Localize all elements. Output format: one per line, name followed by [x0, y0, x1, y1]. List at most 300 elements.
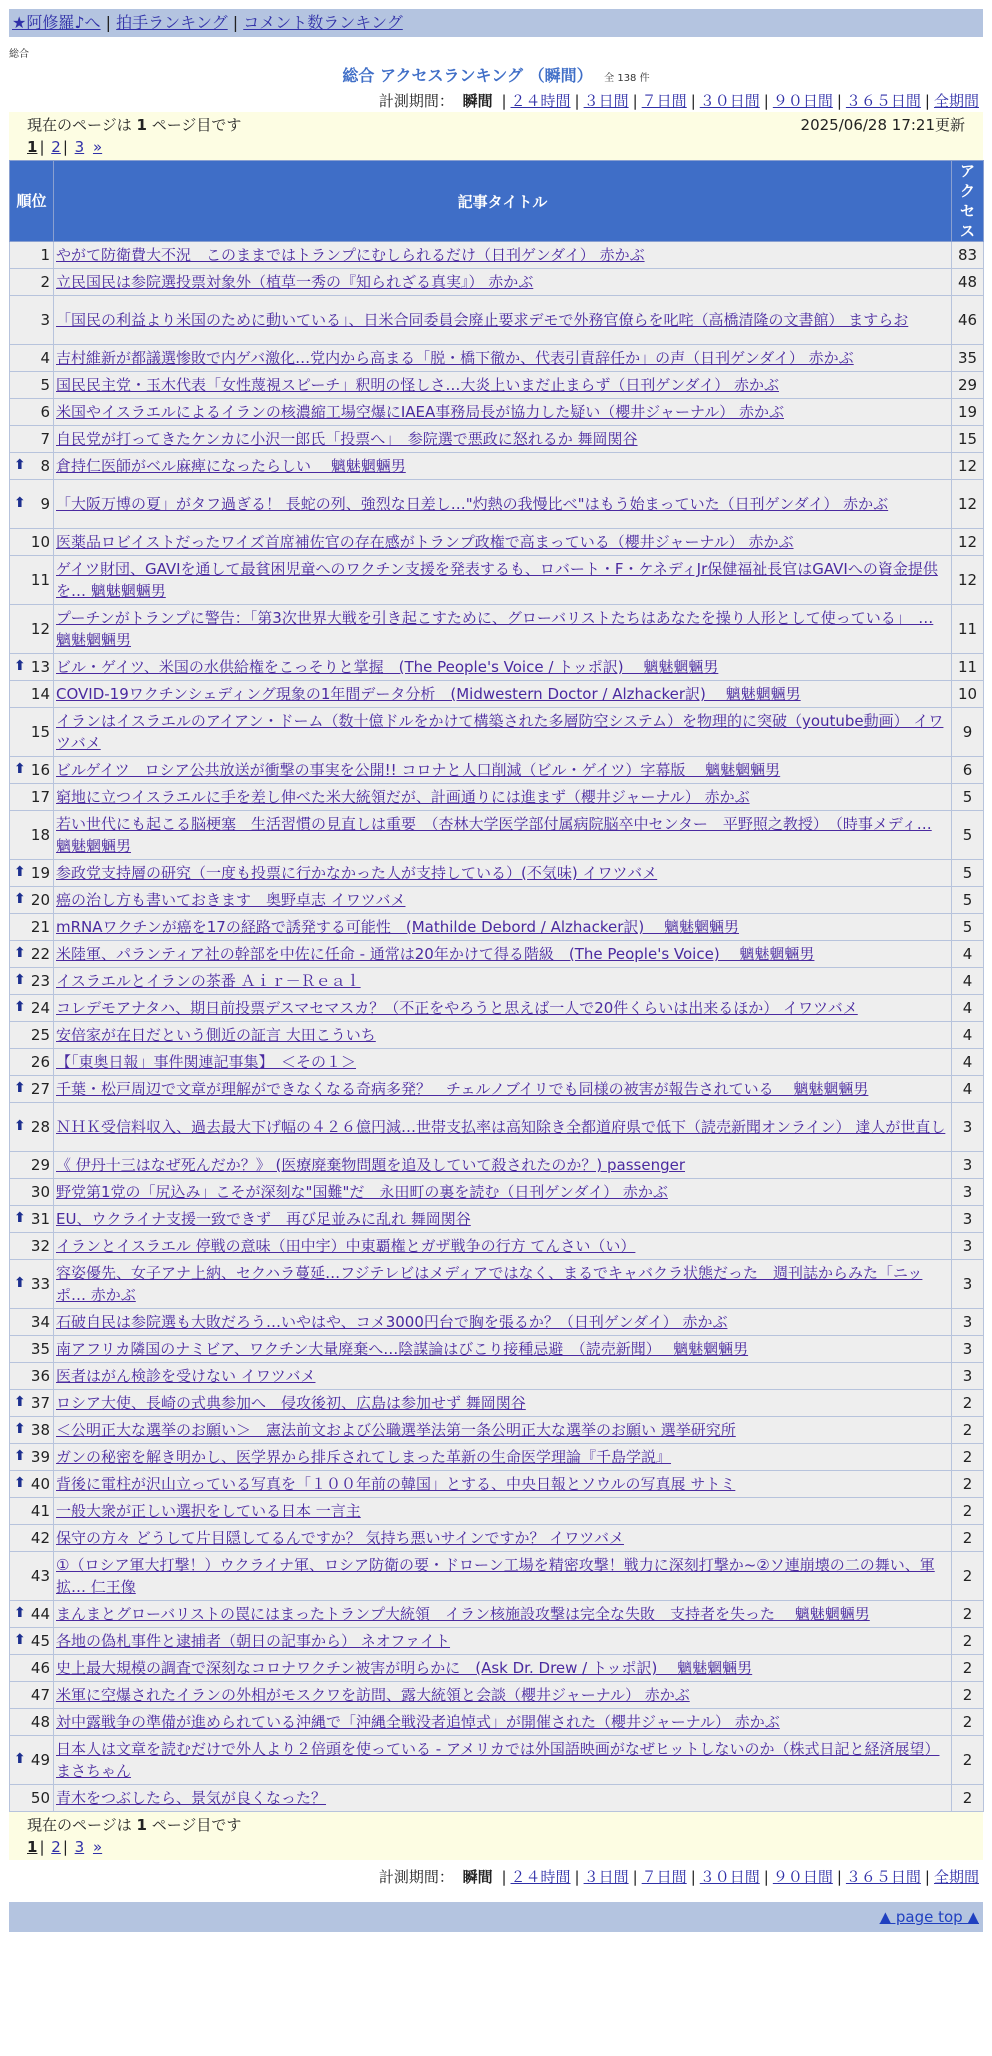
rank-number: 8 — [40, 457, 50, 475]
access-count: 2 — [952, 1601, 984, 1628]
title-header: 記事タイトル — [54, 161, 952, 242]
table-row — [10, 1785, 984, 1812]
access-count: 2 — [952, 1498, 984, 1525]
rank-cell — [10, 887, 54, 914]
period-link[interactable]: ３０日間 — [699, 92, 760, 110]
title-cell — [54, 1417, 952, 1444]
article-link[interactable]: ①（ロシア軍大打撃！）ウクライナ軍、ロシア防衛の要・ドローン工場を精密攻撃！戦力に深刻打撃か~②ソ連崩壊の二の舞い、軍拡… 仁王像 — [56, 1556, 935, 1596]
rank-number: 6 — [40, 403, 50, 421]
title-cell — [54, 1179, 952, 1206]
article-link[interactable]: 青木をつぶしたら、景気が良くなった？ — [56, 1789, 327, 1807]
up-arrow-icon: ⬆ — [14, 999, 26, 1015]
rank-cell — [10, 1152, 54, 1179]
access-count: 12 — [952, 453, 984, 480]
period-sep: | — [501, 1868, 507, 1886]
table-row — [10, 1076, 984, 1103]
article-link[interactable]: 石破自民は参院選も大敗だろう…いやはや、コメ3000円台で胸を張るか？（日刊ゲンダイ） 赤かぶ — [56, 1313, 728, 1331]
title-cell — [54, 1682, 952, 1709]
period-link[interactable]: ２４時間 — [510, 1868, 571, 1886]
period-link[interactable]: ９０日間 — [772, 92, 833, 110]
table-row — [10, 1552, 984, 1601]
article-link[interactable]: 《 伊丹十三はなぜ死んだか？》 (医療廃棄物問題を追及していて殺されたのか？) passenger — [56, 1156, 686, 1174]
rank-header: 順位 — [10, 161, 54, 242]
title-cell — [54, 1206, 952, 1233]
rank-cell — [10, 995, 54, 1022]
table-row — [10, 1444, 984, 1471]
up-arrow-icon: ⬆ — [14, 1210, 26, 1226]
access-count: 2 — [952, 1552, 984, 1601]
access-count: 15 — [952, 426, 984, 453]
period-link[interactable]: ７日間 — [641, 92, 687, 110]
table-row — [10, 1363, 984, 1390]
rank-cell — [10, 1709, 54, 1736]
article-link[interactable]: ゲイツ財団、GAVIを通して最貧困児童へのワクチン支援を発表するも、ロバート・F・ケネディJr保健福祉長官はGAVIへの資金提供を… 魑魅魍魎男 — [56, 560, 938, 600]
title-cell — [54, 1103, 952, 1152]
access-count: 4 — [952, 1076, 984, 1103]
access-count: 3 — [952, 1363, 984, 1390]
title-cell — [54, 914, 952, 941]
up-arrow-icon: ⬆ — [14, 945, 26, 961]
nav-sep-2: | — [232, 13, 239, 32]
period-sep: | — [574, 92, 580, 110]
period-link[interactable]: ２４時間 — [510, 92, 571, 110]
period-selector-bottom — [9, 1866, 983, 1890]
access-count: 4 — [952, 1022, 984, 1049]
rank-cell — [10, 1390, 54, 1417]
access-count: 19 — [952, 399, 984, 426]
article-link[interactable]: 自民党が打ってきたケンカに小沢一郎氏「投票へ」 参院選で悪政に怒れるか 舞岡関谷 — [56, 430, 638, 448]
period-link[interactable]: ３６５日間 — [845, 92, 921, 110]
rank-number: 46 — [30, 1659, 50, 1677]
access-count: 2 — [952, 1525, 984, 1552]
rank-number: 40 — [30, 1475, 50, 1493]
rank-number: 4 — [40, 349, 50, 367]
article-link[interactable]: 一般大衆が正しい選択をしている日本 一言主 — [56, 1502, 361, 1520]
up-arrow-icon: ⬆ — [14, 658, 26, 674]
period-sep: | — [836, 1868, 842, 1886]
title-cell — [54, 1076, 952, 1103]
rank-cell — [10, 399, 54, 426]
rank-cell — [10, 1498, 54, 1525]
table-row — [10, 605, 984, 654]
rank-number: 13 — [30, 658, 50, 676]
period-links — [501, 92, 983, 110]
rank-number: 21 — [30, 918, 50, 936]
up-arrow-icon: ⬆ — [14, 1475, 26, 1491]
rank-number: 11 — [30, 571, 50, 589]
rank-cell — [10, 968, 54, 995]
table-row — [10, 1336, 984, 1363]
rank-cell — [10, 811, 54, 860]
article-link[interactable]: 「大阪万博の夏」がタフ過ぎる！ 長蛇の列、強烈な日差し…"灼熱の我慢比べ"はもう始まっていた（日刊ゲンダイ） 赤かぶ — [56, 495, 889, 513]
rank-number: 36 — [30, 1367, 50, 1385]
page-next[interactable]: » — [92, 138, 103, 156]
article-link[interactable]: 容姿優先、女子アナ上納、セクハラ蔓延…フジテレビはメディアではなく、まるでキャバクラ状態だった 週刊誌からみた「ニッポ… 赤かぶ — [56, 1264, 923, 1304]
title-cell — [54, 1444, 952, 1471]
up-arrow-icon: ⬆ — [14, 1275, 26, 1291]
rank-number: 42 — [30, 1529, 50, 1547]
page-status-prefix: 現在のページは — [27, 116, 132, 134]
period-link[interactable]: 全期間 — [933, 92, 979, 110]
rank-number: 31 — [30, 1210, 50, 1228]
rank-cell — [10, 242, 54, 269]
access-count: 6 — [952, 757, 984, 784]
access-count: 12 — [952, 529, 984, 556]
article-link[interactable]: 倉持仁医師がベル麻痺になったらしい 魑魅魍魎男 — [56, 457, 406, 475]
updated-time: 2025/06/28 17:21更新 — [800, 116, 965, 134]
rank-cell — [10, 480, 54, 529]
period-current-bottom: 瞬間 — [462, 1868, 493, 1886]
title-cell — [54, 1736, 952, 1785]
article-link[interactable]: イランはイスラエルのアイアン・ドーム（数十億ドルをかけて構築された多層防空システム）を物理的に突破（youtube動画） イワツバメ — [56, 712, 944, 752]
rank-cell — [10, 1682, 54, 1709]
up-arrow-icon: ⬆ — [14, 1421, 26, 1437]
pager-bottom — [9, 1812, 983, 1860]
rank-number: 3 — [40, 311, 50, 329]
article-link[interactable]: 日本人は文章を読むだけで外人より２倍頭を使っている - アメリカでは外国語映画がなぜヒットしないのか（株式日記と経済展望） まさちゃん — [56, 1740, 940, 1780]
rank-cell — [10, 529, 54, 556]
access-count: 4 — [952, 995, 984, 1022]
ranking-table — [9, 160, 984, 1812]
access-count: 2 — [952, 1709, 984, 1736]
period-sep: | — [632, 92, 638, 110]
table-row — [10, 1179, 984, 1206]
rank-cell — [10, 860, 54, 887]
access-count: 9 — [952, 708, 984, 757]
title-cell — [54, 605, 952, 654]
access-count: 2 — [952, 1471, 984, 1498]
table-row — [10, 1390, 984, 1417]
article-link[interactable]: COVID-19ワクチンシェディング現象の1年間データ分析 (Midwestern Doctor / Alzhacker訳) 魑魅魍魎男 — [56, 685, 801, 703]
up-arrow-icon: ⬆ — [14, 1751, 26, 1767]
rank-number: 19 — [30, 864, 50, 882]
up-arrow-icon: ⬆ — [14, 1080, 26, 1096]
access-count: 4 — [952, 941, 984, 968]
access-count: 10 — [952, 681, 984, 708]
article-link[interactable]: ガンの秘密を解き明かし、医学界から排斥されてしまった革新の生命医学理論『千島学説』 — [56, 1448, 672, 1466]
article-link[interactable]: 若い世代にも起こる脳梗塞 生活習慣の見直しは重要 （杏林大学医学部付属病院脳卒中センター 平野照之教授） （時事メディ… 魑魅魍魎男 — [56, 815, 932, 855]
table-row — [10, 1709, 984, 1736]
period-sep: | — [574, 1868, 580, 1886]
applause-ranking-link[interactable]: 拍手ランキング — [116, 13, 228, 32]
table-row — [10, 860, 984, 887]
rank-cell — [10, 345, 54, 372]
article-link[interactable]: 保守の方々 どうして片目隠してるんですか？ 気持ち悪いサインですか？ イワツバメ — [56, 1529, 624, 1547]
title-cell — [54, 399, 952, 426]
rank-number: 12 — [30, 620, 50, 638]
rank-number: 5 — [40, 376, 50, 394]
page-current-bottom: 1 — [27, 1838, 38, 1856]
access-count: 2 — [952, 1785, 984, 1812]
access-count: 12 — [952, 480, 984, 529]
rank-cell — [10, 1309, 54, 1336]
page-link-3-bottom[interactable]: 3 — [74, 1838, 85, 1856]
article-link[interactable]: 米国やイスラエルによるイランの核濃縮工場空爆にIAEA事務局長が協力した疑い（櫻井ジャーナル） 赤かぶ — [56, 403, 784, 421]
table-row — [10, 1655, 984, 1682]
rank-number: 45 — [30, 1632, 50, 1650]
rank-number: 48 — [30, 1713, 50, 1731]
access-count: 2 — [952, 1682, 984, 1709]
section-label: 総合 — [9, 49, 29, 60]
title-cell — [54, 453, 952, 480]
title-cell — [54, 681, 952, 708]
article-link[interactable]: プーチンがトランプに警告：「第3次世界大戦を引き起こすために、グローバリストたちはあなたを操り人形として使っている」 … 魑魅魍魎男 — [56, 609, 934, 649]
period-link[interactable]: ９０日間 — [772, 1868, 833, 1886]
access-count: 3 — [952, 1152, 984, 1179]
article-link[interactable]: 国民民主党・玉木代表「女性蔑視スピーチ」釈明の怪しさ…大炎上いまだ止まらず（日刊ゲンダイ） 赤かぶ — [56, 376, 779, 394]
period-sep: | — [501, 92, 507, 110]
table-row — [10, 1601, 984, 1628]
page-next-bottom[interactable]: » — [92, 1838, 103, 1856]
article-link[interactable]: 米軍に空爆されたイランの外相がモスクワを訪問、露大統領と会談（櫻井ジャーナル） 赤かぶ — [56, 1686, 690, 1704]
article-link[interactable]: コレデモアナタハ、期日前投票デスマセマスカ？（不正をやろうと思えば一人で20件くらいは出来るほか） イワツバメ — [56, 999, 858, 1017]
page-link-3[interactable]: 3 — [74, 138, 85, 156]
access-count: 2 — [952, 1655, 984, 1682]
article-link[interactable]: ＜公明正大な選挙のお願い＞ 憲法前文および公職選挙法第一条公明正大な選挙のお願い 選挙研究所 — [56, 1421, 736, 1439]
article-link[interactable]: 対中露戦争の準備が進められている沖縄で「沖縄全戦没者追悼式」が開催された（櫻井ジャーナル） 赤かぶ — [56, 1713, 780, 1731]
table-row — [10, 1260, 984, 1309]
article-link[interactable]: 吉村維新が都議選惨敗で内ゲバ激化…党内から高まる「脱・橋下徹か、代表引責辞任か」の声（日刊ゲンダイ） 赤かぶ — [56, 349, 854, 367]
article-link[interactable]: 「国民の利益より米国のために動いている」、日米合同委員会廃止要求デモで外務官僚らを叱咤（高橋清隆の文書館） ますらお — [56, 311, 909, 329]
rank-cell — [10, 1552, 54, 1601]
rank-number: 38 — [30, 1421, 50, 1439]
rank-number: 17 — [30, 788, 50, 806]
period-selector-top — [9, 90, 983, 112]
rank-cell — [10, 708, 54, 757]
table-row — [10, 1417, 984, 1444]
title-cell — [54, 372, 952, 399]
table-row — [10, 811, 984, 860]
rank-cell — [10, 1206, 54, 1233]
period-link[interactable]: ７日間 — [641, 1868, 687, 1886]
table-row — [10, 1525, 984, 1552]
page-links: 1 | 2 | 3 » — [27, 138, 103, 156]
period-current: 瞬間 — [462, 92, 493, 110]
table-row — [10, 345, 984, 372]
table-row — [10, 681, 984, 708]
title-cell — [54, 345, 952, 372]
up-arrow-icon: ⬆ — [14, 457, 26, 473]
article-link[interactable]: 参政党支持層の研究（一度も投票に行かなかった人が支持している）(不気味) イワツバメ — [56, 864, 658, 882]
period-sep: | — [690, 1868, 696, 1886]
period-link[interactable]: ３日間 — [583, 1868, 629, 1886]
table-row — [10, 914, 984, 941]
rank-number: 28 — [30, 1118, 50, 1136]
rank-cell — [10, 784, 54, 811]
table-row — [10, 1049, 984, 1076]
article-link[interactable]: イスラエルとイランの茶番 Ａｉｒ－Ｒｅａｌ — [56, 972, 361, 990]
access-count: 4 — [952, 968, 984, 995]
access-count: 3 — [952, 1233, 984, 1260]
rank-number: 2 — [40, 273, 50, 291]
table-row — [10, 1152, 984, 1179]
title-cell — [54, 1628, 952, 1655]
period-sep: | — [763, 92, 769, 110]
rank-cell — [10, 914, 54, 941]
up-arrow-icon: ⬆ — [14, 1118, 26, 1134]
article-link[interactable]: 安倍家が在日だという側近の証言 大田こういち — [56, 1026, 376, 1044]
page-top-link[interactable]: ▲ page top ▲ — [879, 1908, 979, 1926]
rank-number: 15 — [30, 723, 50, 741]
table-row — [10, 995, 984, 1022]
article-link[interactable]: 千葉・松戸周辺で文章が理解ができなくなる奇病多発？ チェルノブイリでも同様の被害が報告されている 魑魅魍魎男 — [56, 1080, 869, 1098]
table-row — [10, 1103, 984, 1152]
access-count: 4 — [952, 1049, 984, 1076]
article-link[interactable]: 医薬品ロビイストだったワイズ首席補佐官の存在感がトランプ政権で高まっている（櫻井ジャーナル） 赤かぶ — [56, 533, 794, 551]
access-count: 2 — [952, 1417, 984, 1444]
page-links-bottom: 1 | 2 | 3 » — [27, 1838, 103, 1856]
rank-number: 16 — [30, 761, 50, 779]
rank-number: 23 — [30, 972, 50, 990]
page-title-text: 総合 アクセスランキング （瞬間） — [342, 66, 593, 85]
access-count: 2 — [952, 1444, 984, 1471]
table-row — [10, 887, 984, 914]
table-row — [10, 784, 984, 811]
page-status-bottom — [27, 1814, 965, 1836]
rank-cell — [10, 1363, 54, 1390]
page-status — [27, 114, 241, 136]
rank-number: 22 — [30, 945, 50, 963]
page-current: 1 — [27, 138, 38, 156]
article-link[interactable]: 癌の治し方も書いておきます 奥野卓志 イワツバメ — [56, 891, 406, 909]
rank-cell — [10, 1601, 54, 1628]
rank-cell — [10, 1628, 54, 1655]
title-cell — [54, 1233, 952, 1260]
total-count: 全 138 件 — [604, 73, 650, 84]
title-cell — [54, 529, 952, 556]
period-link[interactable]: ３日間 — [583, 92, 629, 110]
title-cell — [54, 242, 952, 269]
title-cell — [54, 1471, 952, 1498]
home-link[interactable]: ★阿修羅♪へ — [12, 13, 101, 32]
article-link[interactable]: イランとイスラエル 停戦の意味（田中宇）中東覇権とガザ戦争の行方 てんさい（い） — [56, 1237, 636, 1255]
period-link[interactable]: ３６５日間 — [845, 1868, 921, 1886]
rank-number: 20 — [30, 891, 50, 909]
rank-number: 43 — [30, 1567, 50, 1585]
rank-cell — [10, 1233, 54, 1260]
article-link[interactable]: EU、ウクライナ支援一致できず 再び足並みに乱れ 舞岡関谷 — [56, 1210, 471, 1228]
access-count: 5 — [952, 914, 984, 941]
page-link-2[interactable]: 2 — [51, 138, 61, 156]
article-link[interactable]: 野党第1党の「尻込み」こそが深刻な"国難"だ 永田町の裏を読む（日刊ゲンダイ） 赤かぶ — [56, 1183, 668, 1201]
table-row — [10, 556, 984, 605]
rank-cell — [10, 1444, 54, 1471]
article-link[interactable]: mRNAワクチンが癌を17の経路で誘発する可能性 (Mathilde Debord / Alzhacker訳) 魑魅魍魎男 — [56, 918, 739, 936]
access-count: 11 — [952, 605, 984, 654]
access-count: 3 — [952, 1103, 984, 1152]
rank-number: 44 — [30, 1605, 50, 1623]
access-count: 3 — [952, 1179, 984, 1206]
rank-cell — [10, 372, 54, 399]
access-header: アクセス — [952, 161, 984, 242]
bottom-bar — [9, 1902, 983, 1932]
rank-cell — [10, 1049, 54, 1076]
article-link[interactable]: 医者はがん検診を受けない イワツバメ — [56, 1367, 316, 1385]
access-count: 35 — [952, 345, 984, 372]
rank-cell — [10, 941, 54, 968]
comment-ranking-link[interactable]: コメント数ランキング — [243, 13, 403, 32]
table-row — [10, 453, 984, 480]
access-count: 3 — [952, 1260, 984, 1309]
article-link[interactable]: ビル・ゲイツ、米国の水供給権をこっそりと掌握 (The People's Voice / トッポ訳) 魑魅魍魎男 — [56, 658, 719, 676]
access-count: 5 — [952, 811, 984, 860]
table-row — [10, 1233, 984, 1260]
rank-cell — [10, 453, 54, 480]
ranking-rows — [10, 242, 984, 1812]
article-link[interactable]: 各地の偽札事件と逮捕者（朝日の記事から） ネオファイト — [56, 1632, 451, 1650]
title-cell — [54, 1260, 952, 1309]
rank-number: 49 — [30, 1751, 50, 1769]
title-cell — [54, 995, 952, 1022]
title-cell — [54, 1309, 952, 1336]
access-count: 12 — [952, 556, 984, 605]
table-row — [10, 399, 984, 426]
article-link[interactable]: ＮＨＫ受信料収入、過去最大下げ幅の４２６億円減…世帯支払率は高知除き全都道府県で低下（読売新聞オンライン） 達人が世直し — [56, 1118, 946, 1136]
article-link[interactable]: 背後に電柱が沢山立っている写真を「１００年前の韓国」とする、中央日報とソウルの写真展 サトミ — [56, 1475, 736, 1493]
article-link[interactable]: ビルゲイツ ロシア公共放送が衝撃の事実を公開!! コロナと人口削減（ビル・ゲイツ）字幕版 魑魅魍魎男 — [56, 761, 781, 779]
title-cell — [54, 1655, 952, 1682]
title-cell — [54, 1022, 952, 1049]
table-row — [10, 296, 984, 345]
rank-number: 47 — [30, 1686, 50, 1704]
period-link[interactable]: 全期間 — [933, 1868, 979, 1886]
table-row — [10, 1682, 984, 1709]
title-cell — [54, 1709, 952, 1736]
article-link[interactable]: 【「東奥日報」事件関連記事集】 ＜その１＞ — [56, 1053, 357, 1071]
article-link[interactable]: 窮地に立つイスラエルに手を差し伸べた米大統領だが、計画通りには進まず（櫻井ジャーナル） 赤かぶ — [56, 788, 750, 806]
nav-sep-1: | — [105, 13, 112, 32]
article-link[interactable]: 立民国民は参院選投票対象外（植草一秀の『知られざる真実』） 赤かぶ — [56, 273, 534, 291]
rank-number: 14 — [30, 685, 50, 703]
table-row — [10, 1736, 984, 1785]
title-cell — [54, 1601, 952, 1628]
title-cell — [54, 1363, 952, 1390]
title-cell — [54, 1498, 952, 1525]
article-link[interactable]: 米陸軍、パランティア社の幹部を中佐に任命 - 通常は20年かけて得る階級 (The People's Voice) 魑魅魍魎男 — [56, 945, 815, 963]
table-row — [10, 757, 984, 784]
rank-number: 24 — [30, 999, 50, 1017]
rank-cell — [10, 757, 54, 784]
page-link-2-bottom[interactable]: 2 — [51, 1838, 61, 1856]
period-sep: | — [632, 1868, 638, 1886]
title-cell — [54, 708, 952, 757]
period-sep: | — [690, 92, 696, 110]
access-count: 5 — [952, 784, 984, 811]
period-link[interactable]: ３０日間 — [699, 1868, 760, 1886]
rank-cell — [10, 426, 54, 453]
article-link[interactable]: ロシア大使、長崎の式典参加へ 侵攻後初、広島は参加せず 舞岡関谷 — [56, 1394, 526, 1412]
article-link[interactable]: まんまとグローバリストの罠にはまったトランプ大統領 イラン核施設攻撃は完全な失敗 支持者を失った 魑魅魍魎男 — [56, 1605, 870, 1623]
period-links-bottom — [501, 1868, 983, 1886]
title-cell — [54, 426, 952, 453]
rank-number: 41 — [30, 1502, 50, 1520]
table-row — [10, 480, 984, 529]
rank-cell — [10, 1103, 54, 1152]
article-link[interactable]: 南アフリカ隣国のナミビア、ワクチン大量廃棄へ…陰謀論はびこり接種忌避 （読売新聞） 魑魅魍魎男 — [56, 1340, 749, 1358]
table-row — [10, 1022, 984, 1049]
title-cell — [54, 1152, 952, 1179]
article-link[interactable]: 史上最大規模の調査で深刻なコロナワクチン被害が明らかに (Ask Dr. Drew / トッポ訳) 魑魅魍魎男 — [56, 1659, 753, 1677]
rank-cell — [10, 1336, 54, 1363]
access-count: 46 — [952, 296, 984, 345]
page-status-prefix-bottom: 現在のページは — [27, 1816, 132, 1834]
title-cell — [54, 860, 952, 887]
up-arrow-icon: ⬆ — [14, 1448, 26, 1464]
up-arrow-icon: ⬆ — [14, 972, 26, 988]
page-status-current: 1 — [136, 116, 147, 134]
article-link[interactable]: やがて防衛費大不況 このままではトランプにむしられるだけ（日刊ゲンダイ） 赤かぶ — [56, 246, 645, 264]
period-label: 計測期間： — [378, 92, 454, 110]
